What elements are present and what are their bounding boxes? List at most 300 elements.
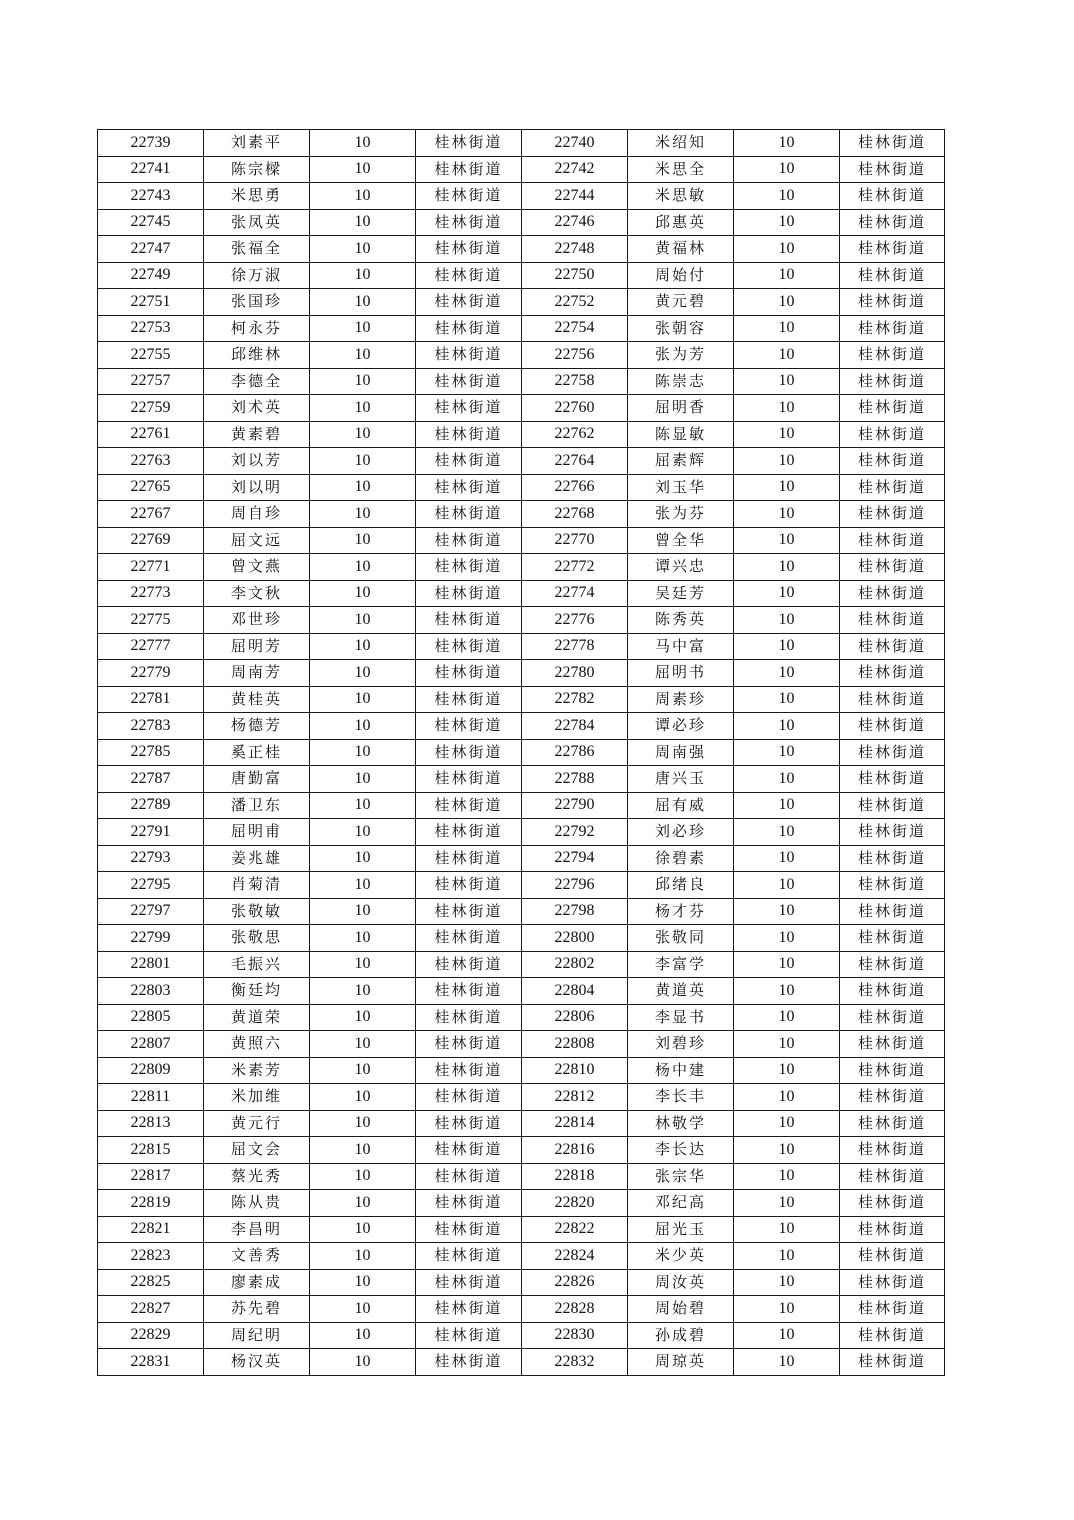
- street-name-cell: 桂林街道: [840, 183, 945, 210]
- street-name-cell: 桂林街道: [416, 474, 522, 501]
- street-name-cell: 桂林街道: [840, 1057, 945, 1084]
- amount-cell: 10: [734, 183, 840, 210]
- record-id-cell: 22749: [98, 262, 204, 289]
- amount-cell: 10: [734, 554, 840, 581]
- street-name-cell: 桂林街道: [416, 1004, 522, 1031]
- amount-cell: 10: [734, 1110, 840, 1137]
- amount-cell: 10: [734, 792, 840, 819]
- amount-cell: 10: [734, 1190, 840, 1217]
- person-name-cell: 徐万淑: [204, 262, 310, 289]
- street-name-cell: 桂林街道: [840, 262, 945, 289]
- table-row: [98, 209, 945, 236]
- table-row: [98, 130, 945, 157]
- amount-cell: 10: [734, 527, 840, 554]
- table-row: [98, 1110, 945, 1137]
- street-name-cell: 桂林街道: [840, 395, 945, 422]
- table-row: [98, 1296, 945, 1323]
- amount-cell: 10: [310, 792, 416, 819]
- street-name-cell: 桂林街道: [416, 554, 522, 581]
- record-id-cell: 22766: [522, 474, 628, 501]
- street-name-cell: 桂林街道: [840, 1031, 945, 1058]
- person-name-cell: 李文秋: [204, 580, 310, 607]
- table-row: [98, 527, 945, 554]
- person-name-cell: 谭兴忠: [628, 554, 734, 581]
- street-name-cell: 桂林街道: [840, 686, 945, 713]
- record-id-cell: 22758: [522, 368, 628, 395]
- street-name-cell: 桂林街道: [840, 739, 945, 766]
- amount-cell: 10: [734, 236, 840, 263]
- amount-cell: 10: [734, 1296, 840, 1323]
- person-name-cell: 屈明香: [628, 395, 734, 422]
- person-name-cell: 徐碧素: [628, 845, 734, 872]
- table-row: [98, 633, 945, 660]
- street-name-cell: 桂林街道: [840, 978, 945, 1005]
- person-name-cell: 张宗华: [628, 1163, 734, 1190]
- amount-cell: 10: [734, 1004, 840, 1031]
- street-name-cell: 桂林街道: [840, 1322, 945, 1349]
- street-name-cell: 桂林街道: [840, 554, 945, 581]
- street-name-cell: 桂林街道: [416, 342, 522, 369]
- street-name-cell: 桂林街道: [840, 819, 945, 846]
- record-id-cell: 22776: [522, 607, 628, 634]
- person-name-cell: 屈文远: [204, 527, 310, 554]
- amount-cell: 10: [310, 925, 416, 952]
- street-name-cell: 桂林街道: [840, 1137, 945, 1164]
- record-id-cell: 22774: [522, 580, 628, 607]
- street-name-cell: 桂林街道: [840, 898, 945, 925]
- amount-cell: 10: [734, 1084, 840, 1111]
- record-id-cell: 22777: [98, 633, 204, 660]
- street-name-cell: 桂林街道: [416, 607, 522, 634]
- amount-cell: 10: [734, 978, 840, 1005]
- street-name-cell: 桂林街道: [416, 951, 522, 978]
- amount-cell: 10: [310, 130, 416, 157]
- table-row: [98, 262, 945, 289]
- record-id-cell: 22775: [98, 607, 204, 634]
- table-row: [98, 951, 945, 978]
- amount-cell: 10: [310, 845, 416, 872]
- table-row: [98, 156, 945, 183]
- street-name-cell: 桂林街道: [840, 607, 945, 634]
- person-name-cell: 周纪明: [204, 1322, 310, 1349]
- person-name-cell: 李长丰: [628, 1084, 734, 1111]
- amount-cell: 10: [734, 580, 840, 607]
- person-name-cell: 张敬敏: [204, 898, 310, 925]
- record-id-cell: 22769: [98, 527, 204, 554]
- amount-cell: 10: [734, 1057, 840, 1084]
- roster-body: [98, 130, 945, 1376]
- amount-cell: 10: [734, 739, 840, 766]
- person-name-cell: 杨德芳: [204, 713, 310, 740]
- person-name-cell: 唐兴玉: [628, 766, 734, 793]
- person-name-cell: 张凤英: [204, 209, 310, 236]
- amount-cell: 10: [734, 660, 840, 687]
- person-name-cell: 马中富: [628, 633, 734, 660]
- amount-cell: 10: [734, 845, 840, 872]
- amount-cell: 10: [310, 1190, 416, 1217]
- person-name-cell: 文善秀: [204, 1243, 310, 1270]
- street-name-cell: 桂林街道: [416, 262, 522, 289]
- amount-cell: 10: [310, 580, 416, 607]
- record-id-cell: 22782: [522, 686, 628, 713]
- record-id-cell: 22793: [98, 845, 204, 872]
- record-id-cell: 22831: [98, 1349, 204, 1376]
- record-id-cell: 22757: [98, 368, 204, 395]
- street-name-cell: 桂林街道: [840, 1243, 945, 1270]
- street-name-cell: 桂林街道: [840, 1349, 945, 1376]
- person-name-cell: 陈秀英: [628, 607, 734, 634]
- person-name-cell: 孙成碧: [628, 1322, 734, 1349]
- table-row: [98, 368, 945, 395]
- street-name-cell: 桂林街道: [416, 183, 522, 210]
- street-name-cell: 桂林街道: [416, 1057, 522, 1084]
- amount-cell: 10: [310, 421, 416, 448]
- person-name-cell: 林敬学: [628, 1110, 734, 1137]
- record-id-cell: 22755: [98, 342, 204, 369]
- person-name-cell: 刘以明: [204, 474, 310, 501]
- street-name-cell: 桂林街道: [840, 951, 945, 978]
- person-name-cell: 米绍知: [628, 130, 734, 157]
- street-name-cell: 桂林街道: [840, 474, 945, 501]
- record-id-cell: 22743: [98, 183, 204, 210]
- person-name-cell: 周南芳: [204, 660, 310, 687]
- amount-cell: 10: [734, 713, 840, 740]
- record-id-cell: 22785: [98, 739, 204, 766]
- person-name-cell: 米思敏: [628, 183, 734, 210]
- amount-cell: 10: [310, 898, 416, 925]
- record-id-cell: 22745: [98, 209, 204, 236]
- street-name-cell: 桂林街道: [416, 633, 522, 660]
- table-row: [98, 1084, 945, 1111]
- table-row: [98, 766, 945, 793]
- amount-cell: 10: [734, 872, 840, 899]
- street-name-cell: 桂林街道: [840, 845, 945, 872]
- record-id-cell: 22825: [98, 1269, 204, 1296]
- amount-cell: 10: [734, 368, 840, 395]
- street-name-cell: 桂林街道: [840, 130, 945, 157]
- record-id-cell: 22791: [98, 819, 204, 846]
- street-name-cell: 桂林街道: [416, 845, 522, 872]
- person-name-cell: 李富学: [628, 951, 734, 978]
- person-name-cell: 米加维: [204, 1084, 310, 1111]
- street-name-cell: 桂林街道: [416, 1216, 522, 1243]
- street-name-cell: 桂林街道: [416, 580, 522, 607]
- amount-cell: 10: [734, 686, 840, 713]
- street-name-cell: 桂林街道: [416, 1190, 522, 1217]
- table-row: [98, 554, 945, 581]
- street-name-cell: 桂林街道: [416, 315, 522, 342]
- amount-cell: 10: [734, 819, 840, 846]
- record-id-cell: 22789: [98, 792, 204, 819]
- record-id-cell: 22767: [98, 501, 204, 528]
- record-id-cell: 22754: [522, 315, 628, 342]
- street-name-cell: 桂林街道: [840, 1110, 945, 1137]
- street-name-cell: 桂林街道: [840, 315, 945, 342]
- amount-cell: 10: [310, 1216, 416, 1243]
- person-name-cell: 周南强: [628, 739, 734, 766]
- record-id-cell: 22752: [522, 289, 628, 316]
- street-name-cell: 桂林街道: [416, 1084, 522, 1111]
- table-row: [98, 183, 945, 210]
- record-id-cell: 22764: [522, 448, 628, 475]
- amount-cell: 10: [734, 315, 840, 342]
- roster-table: [97, 129, 945, 1376]
- table-row: [98, 421, 945, 448]
- table-row: [98, 1190, 945, 1217]
- amount-cell: 10: [734, 1031, 840, 1058]
- street-name-cell: 桂林街道: [416, 1269, 522, 1296]
- record-id-cell: 22770: [522, 527, 628, 554]
- person-name-cell: 杨中建: [628, 1057, 734, 1084]
- record-id-cell: 22746: [522, 209, 628, 236]
- person-name-cell: 屈明书: [628, 660, 734, 687]
- person-name-cell: 屈有威: [628, 792, 734, 819]
- record-id-cell: 22826: [522, 1269, 628, 1296]
- table-row: [98, 1322, 945, 1349]
- person-name-cell: 米素芳: [204, 1057, 310, 1084]
- person-name-cell: 米思全: [628, 156, 734, 183]
- street-name-cell: 桂林街道: [416, 501, 522, 528]
- amount-cell: 10: [734, 951, 840, 978]
- record-id-cell: 22807: [98, 1031, 204, 1058]
- street-name-cell: 桂林街道: [416, 686, 522, 713]
- person-name-cell: 张敬同: [628, 925, 734, 952]
- table-row: [98, 1269, 945, 1296]
- record-id-cell: 22820: [522, 1190, 628, 1217]
- person-name-cell: 陈宗樑: [204, 156, 310, 183]
- table-row: [98, 236, 945, 263]
- person-name-cell: 屈明芳: [204, 633, 310, 660]
- record-id-cell: 22771: [98, 554, 204, 581]
- person-name-cell: 廖素成: [204, 1269, 310, 1296]
- street-name-cell: 桂林街道: [416, 1296, 522, 1323]
- street-name-cell: 桂林街道: [416, 209, 522, 236]
- amount-cell: 10: [310, 395, 416, 422]
- record-id-cell: 22817: [98, 1163, 204, 1190]
- amount-cell: 10: [310, 342, 416, 369]
- person-name-cell: 屈光玉: [628, 1216, 734, 1243]
- amount-cell: 10: [734, 1349, 840, 1376]
- amount-cell: 10: [734, 262, 840, 289]
- person-name-cell: 唐勤富: [204, 766, 310, 793]
- amount-cell: 10: [734, 342, 840, 369]
- person-name-cell: 姜兆雄: [204, 845, 310, 872]
- amount-cell: 10: [734, 448, 840, 475]
- record-id-cell: 22822: [522, 1216, 628, 1243]
- street-name-cell: 桂林街道: [840, 925, 945, 952]
- street-name-cell: 桂林街道: [416, 739, 522, 766]
- record-id-cell: 22797: [98, 898, 204, 925]
- amount-cell: 10: [310, 978, 416, 1005]
- person-name-cell: 黄道荣: [204, 1004, 310, 1031]
- street-name-cell: 桂林街道: [416, 421, 522, 448]
- record-id-cell: 22781: [98, 686, 204, 713]
- amount-cell: 10: [310, 527, 416, 554]
- amount-cell: 10: [734, 607, 840, 634]
- street-name-cell: 桂林街道: [416, 713, 522, 740]
- record-id-cell: 22809: [98, 1057, 204, 1084]
- person-name-cell: 米少英: [628, 1243, 734, 1270]
- street-name-cell: 桂林街道: [416, 395, 522, 422]
- record-id-cell: 22806: [522, 1004, 628, 1031]
- record-id-cell: 22812: [522, 1084, 628, 1111]
- record-id-cell: 22832: [522, 1349, 628, 1376]
- person-name-cell: 吴廷芳: [628, 580, 734, 607]
- record-id-cell: 22814: [522, 1110, 628, 1137]
- amount-cell: 10: [734, 130, 840, 157]
- person-name-cell: 屈素辉: [628, 448, 734, 475]
- table-row: [98, 1004, 945, 1031]
- record-id-cell: 22815: [98, 1137, 204, 1164]
- person-name-cell: 毛振兴: [204, 951, 310, 978]
- person-name-cell: 奚正桂: [204, 739, 310, 766]
- table-row: [98, 289, 945, 316]
- person-name-cell: 杨才芬: [628, 898, 734, 925]
- street-name-cell: 桂林街道: [416, 660, 522, 687]
- street-name-cell: 桂林街道: [840, 792, 945, 819]
- amount-cell: 10: [734, 156, 840, 183]
- record-id-cell: 22823: [98, 1243, 204, 1270]
- amount-cell: 10: [310, 289, 416, 316]
- amount-cell: 10: [734, 1163, 840, 1190]
- person-name-cell: 柯永芬: [204, 315, 310, 342]
- street-name-cell: 桂林街道: [840, 1296, 945, 1323]
- record-id-cell: 22796: [522, 872, 628, 899]
- street-name-cell: 桂林街道: [840, 448, 945, 475]
- person-name-cell: 邱维林: [204, 342, 310, 369]
- amount-cell: 10: [310, 1243, 416, 1270]
- street-name-cell: 桂林街道: [840, 1190, 945, 1217]
- record-id-cell: 22816: [522, 1137, 628, 1164]
- amount-cell: 10: [734, 1243, 840, 1270]
- amount-cell: 10: [310, 1084, 416, 1111]
- amount-cell: 10: [310, 1110, 416, 1137]
- person-name-cell: 蔡光秀: [204, 1163, 310, 1190]
- amount-cell: 10: [310, 951, 416, 978]
- street-name-cell: 桂林街道: [840, 872, 945, 899]
- record-id-cell: 22784: [522, 713, 628, 740]
- amount-cell: 10: [734, 1322, 840, 1349]
- record-id-cell: 22740: [522, 130, 628, 157]
- record-id-cell: 22830: [522, 1322, 628, 1349]
- person-name-cell: 陈显敏: [628, 421, 734, 448]
- street-name-cell: 桂林街道: [416, 1163, 522, 1190]
- record-id-cell: 22750: [522, 262, 628, 289]
- table-row: [98, 1137, 945, 1164]
- street-name-cell: 桂林街道: [840, 660, 945, 687]
- person-name-cell: 肖菊清: [204, 872, 310, 899]
- street-name-cell: 桂林街道: [416, 898, 522, 925]
- street-name-cell: 桂林街道: [416, 872, 522, 899]
- record-id-cell: 22794: [522, 845, 628, 872]
- street-name-cell: 桂林街道: [840, 1084, 945, 1111]
- record-id-cell: 22798: [522, 898, 628, 925]
- amount-cell: 10: [734, 474, 840, 501]
- amount-cell: 10: [734, 421, 840, 448]
- amount-cell: 10: [310, 1349, 416, 1376]
- street-name-cell: 桂林街道: [416, 368, 522, 395]
- record-id-cell: 22811: [98, 1084, 204, 1111]
- amount-cell: 10: [310, 448, 416, 475]
- amount-cell: 10: [734, 898, 840, 925]
- record-id-cell: 22768: [522, 501, 628, 528]
- record-id-cell: 22742: [522, 156, 628, 183]
- street-name-cell: 桂林街道: [840, 421, 945, 448]
- amount-cell: 10: [310, 607, 416, 634]
- person-name-cell: 谭必珍: [628, 713, 734, 740]
- record-id-cell: 22802: [522, 951, 628, 978]
- amount-cell: 10: [310, 236, 416, 263]
- amount-cell: 10: [310, 474, 416, 501]
- amount-cell: 10: [734, 209, 840, 236]
- street-name-cell: 桂林街道: [416, 289, 522, 316]
- record-id-cell: 22803: [98, 978, 204, 1005]
- person-name-cell: 李长达: [628, 1137, 734, 1164]
- street-name-cell: 桂林街道: [840, 156, 945, 183]
- table-row: [98, 1216, 945, 1243]
- person-name-cell: 黄元行: [204, 1110, 310, 1137]
- table-row: [98, 315, 945, 342]
- table-row: [98, 474, 945, 501]
- person-name-cell: 邱绪良: [628, 872, 734, 899]
- person-name-cell: 刘以芳: [204, 448, 310, 475]
- amount-cell: 10: [310, 368, 416, 395]
- record-id-cell: 22741: [98, 156, 204, 183]
- amount-cell: 10: [734, 1269, 840, 1296]
- street-name-cell: 桂林街道: [840, 1269, 945, 1296]
- person-name-cell: 潘卫东: [204, 792, 310, 819]
- person-name-cell: 邱惠英: [628, 209, 734, 236]
- street-name-cell: 桂林街道: [416, 792, 522, 819]
- record-id-cell: 22804: [522, 978, 628, 1005]
- table-row: [98, 1031, 945, 1058]
- record-id-cell: 22772: [522, 554, 628, 581]
- amount-cell: 10: [310, 209, 416, 236]
- person-name-cell: 刘玉华: [628, 474, 734, 501]
- person-name-cell: 陈崇志: [628, 368, 734, 395]
- amount-cell: 10: [734, 633, 840, 660]
- person-name-cell: 李显书: [628, 1004, 734, 1031]
- street-name-cell: 桂林街道: [840, 1216, 945, 1243]
- record-id-cell: 22801: [98, 951, 204, 978]
- record-id-cell: 22800: [522, 925, 628, 952]
- table-row: [98, 978, 945, 1005]
- table-row: [98, 448, 945, 475]
- table-row: [98, 686, 945, 713]
- person-name-cell: 黄素碧: [204, 421, 310, 448]
- record-id-cell: 22799: [98, 925, 204, 952]
- person-name-cell: 黄道英: [628, 978, 734, 1005]
- amount-cell: 10: [310, 872, 416, 899]
- person-name-cell: 张为芳: [628, 342, 734, 369]
- person-name-cell: 刘术英: [204, 395, 310, 422]
- record-id-cell: 22827: [98, 1296, 204, 1323]
- amount-cell: 10: [310, 501, 416, 528]
- person-name-cell: 邓世珍: [204, 607, 310, 634]
- table-row: [98, 792, 945, 819]
- person-name-cell: 张福全: [204, 236, 310, 263]
- table-row: [98, 872, 945, 899]
- table-row: [98, 580, 945, 607]
- person-name-cell: 张敬思: [204, 925, 310, 952]
- person-name-cell: 屈文会: [204, 1137, 310, 1164]
- person-name-cell: 黄桂英: [204, 686, 310, 713]
- amount-cell: 10: [734, 766, 840, 793]
- street-name-cell: 桂林街道: [416, 1322, 522, 1349]
- record-id-cell: 22747: [98, 236, 204, 263]
- record-id-cell: 22786: [522, 739, 628, 766]
- street-name-cell: 桂林街道: [416, 527, 522, 554]
